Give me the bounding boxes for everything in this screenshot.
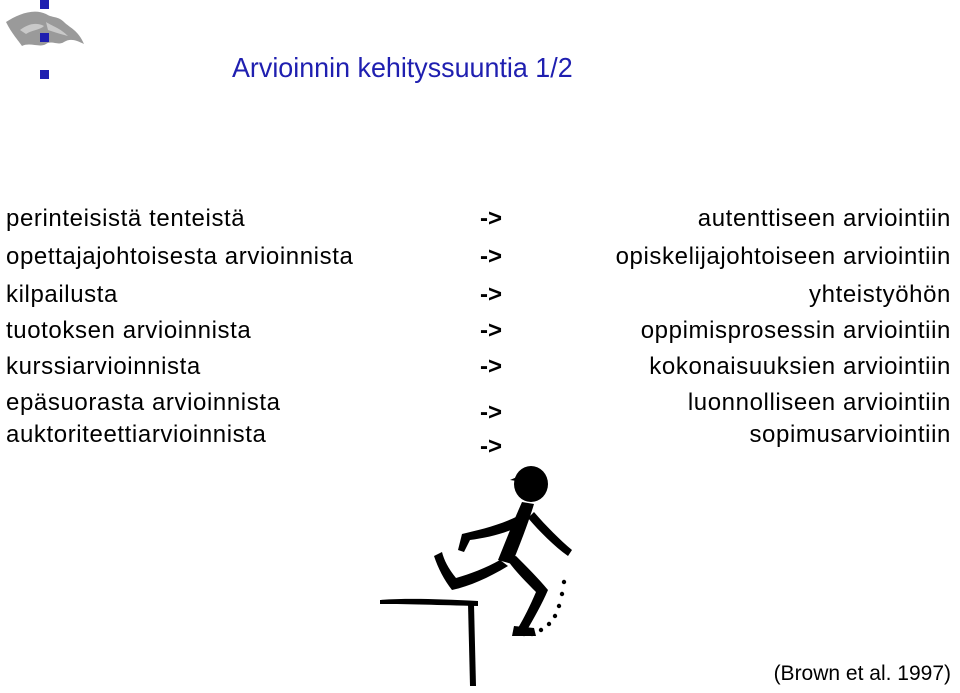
arrow: -> [480,317,503,344]
from-text: kurssiarvioinnista [6,353,201,380]
from-text: opettajajohtoisesta arvioinnista [6,243,354,270]
direction-row [0,205,960,239]
direction-row [0,281,960,315]
arrow: -> [480,433,503,460]
from-text: epäsuorasta arvioinnista [6,389,281,416]
citation: (Brown et al. 1997) [773,662,951,685]
arrow: -> [480,399,503,426]
direction-row [0,389,960,426]
direction-row [0,243,960,277]
from-text: tuotoksen arvioinnista [6,317,252,344]
arrow: -> [480,281,503,308]
to-text: kokonaisuuksien arviointiin [649,353,951,380]
page-title: Arvioinnin kehityssuuntia 1/2 [232,52,573,83]
running-figure-clipart-icon [378,460,578,690]
arrow: -> [480,243,503,270]
from-text: perinteisistä tenteistä [6,205,246,232]
to-text: oppimisprosessin arviointiin [640,317,951,344]
from-text: kilpailusta [6,281,118,308]
arrow: -> [480,353,503,380]
arrow: -> [480,205,503,232]
to-text: opiskelijajohtoiseen arviointiin [615,243,951,270]
to-text: luonnolliseen arviointiin [687,389,951,416]
from-text: auktoriteettiarvioinnista [6,421,267,448]
direction-row [0,353,960,387]
university-flame-logo-icon [0,0,90,90]
direction-row [0,421,960,460]
to-text: sopimusarviointiin [749,421,951,448]
to-text: autenttiseen arviointiin [697,205,951,232]
direction-row [0,317,960,351]
to-text: yhteistyöhön [809,281,951,308]
